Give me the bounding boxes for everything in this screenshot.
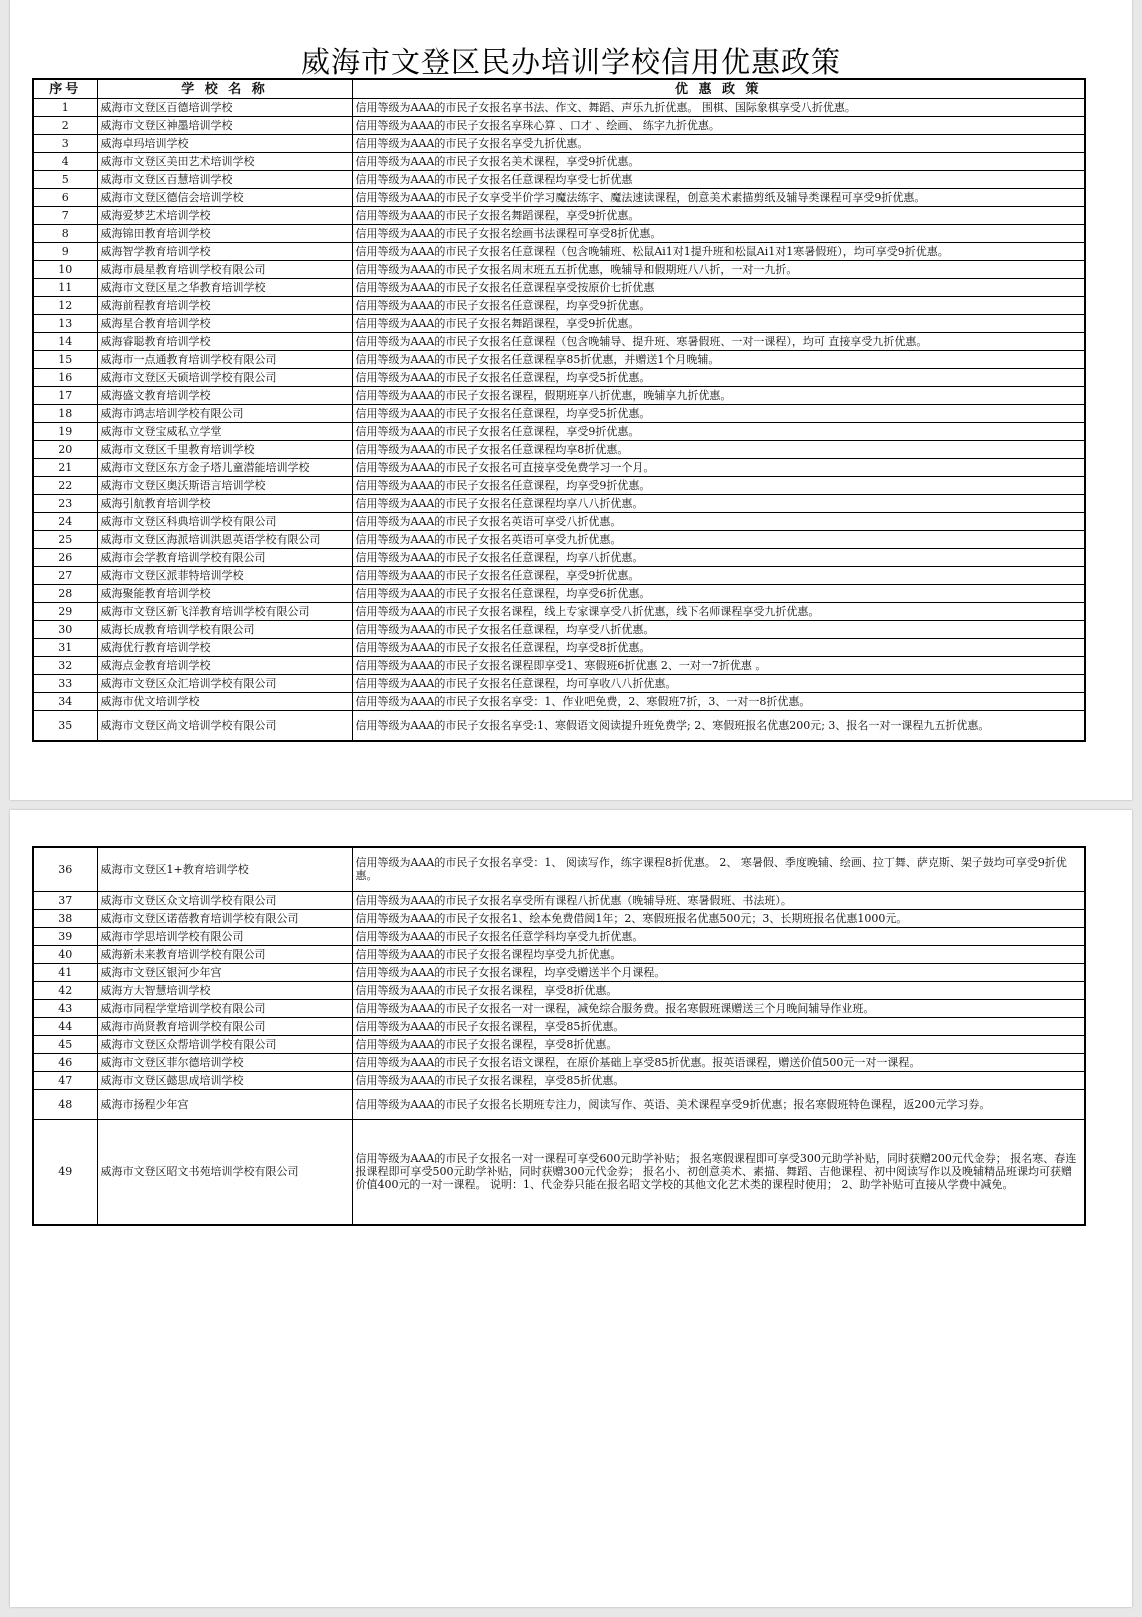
policy-text: 信用等级为AAA的市民子女享受半价学习魔法练字、魔法速读课程，创意美术素描剪纸及辅导类课程可享受9折优惠。	[352, 189, 1085, 207]
table-row	[33, 585, 1085, 603]
row-number: 34	[33, 693, 97, 711]
policy-text: 信用等级为AAA的市民子女报名享受：1、 阅读写作，练字课程8折优惠。 2、 寒暑假、季度晚辅、绘画、拉丁舞、萨克斯、架子鼓均可享受9折优惠。	[352, 847, 1085, 891]
row-number: 12	[33, 297, 97, 315]
school-name: 威海市文登区众文培训学校有限公司	[97, 891, 352, 909]
policy-text: 信用等级为AAA的市民子女报名任意课程均享八八折优惠。	[352, 495, 1085, 513]
policy-text: 信用等级为AAA的市民子女报名享受九折优惠。	[352, 135, 1085, 153]
policy-text: 信用等级为AAA的市民子女报名课程，线上专家课享受八折优惠，线下名师课程享受九折优惠。	[352, 603, 1085, 621]
row-number: 48	[33, 1089, 97, 1119]
school-name: 威海市扬程少年宫	[97, 1089, 352, 1119]
policy-text: 信用等级为AAA的市民子女报名任意课程，均享受9折优惠。	[352, 297, 1085, 315]
table-row	[33, 711, 1085, 741]
table-row	[33, 909, 1085, 927]
table-row	[33, 1053, 1085, 1071]
row-number: 44	[33, 1017, 97, 1035]
table-row	[33, 495, 1085, 513]
school-name: 威海盛文教育培训学校	[97, 387, 352, 405]
row-number: 7	[33, 207, 97, 225]
policy-text: 信用等级为AAA的市民子女报名任意学科均享受九折优惠。	[352, 927, 1085, 945]
row-number: 13	[33, 315, 97, 333]
table-row	[33, 847, 1085, 891]
table-row	[33, 963, 1085, 981]
school-name: 威海睿聪教育培训学校	[97, 333, 352, 351]
row-number: 26	[33, 549, 97, 567]
school-name: 威海市文登区昭文书苑培训学校有限公司	[97, 1119, 352, 1225]
table-row	[33, 351, 1085, 369]
school-name: 威海市文登区美田艺术培训学校	[97, 153, 352, 171]
policy-text: 信用等级为AAA的市民子女报名美术课程，享受9折优惠。	[352, 153, 1085, 171]
policy-text: 信用等级为AAA的市民子女报名课程即享受1、寒假班6折优惠 2、一对一7折优惠 。	[352, 657, 1085, 675]
school-name: 威海方大智慧培训学校	[97, 981, 352, 999]
policy-text: 信用等级为AAA的市民子女报名课程，享受8折优惠。	[352, 981, 1085, 999]
table-header-row	[33, 79, 1085, 99]
table-row	[33, 531, 1085, 549]
policy-text: 信用等级为AAA的市民子女报名任意课程（包含晚辅班、松鼠Ai1对1提升班和松鼠Ai1对1寒暑假班），均可享受9折优惠。	[352, 243, 1085, 261]
school-name: 威海市文登区懿思成培训学校	[97, 1071, 352, 1089]
school-name: 威海优行教育培训学校	[97, 639, 352, 657]
table-row	[33, 117, 1085, 135]
policy-text: 信用等级为AAA的市民子女报名一对一课程，减免综合服务费。报名寒假班课赠送三个月晚间辅导作业班。	[352, 999, 1085, 1017]
table-row	[33, 459, 1085, 477]
school-name: 威海市文登区众汇培训学校有限公司	[97, 675, 352, 693]
table-row	[33, 441, 1085, 459]
row-number: 42	[33, 981, 97, 999]
row-number: 23	[33, 495, 97, 513]
row-number: 45	[33, 1035, 97, 1053]
row-number: 22	[33, 477, 97, 495]
school-name: 威海市尚贤教育培训学校有限公司	[97, 1017, 352, 1035]
policy-text: 信用等级为AAA的市民子女报名任意课程，均享受9折优惠。	[352, 477, 1085, 495]
policy-text: 信用等级为AAA的市民子女报名一对一课程可享受600元助学补贴； 报名寒假课程即可享受300元助学补贴，同时获赠200元代金券； 报名寒、春连报课程即可享受500元助学补贴，同时获赠300元代金券； 报名小、初创意美术、素描、舞蹈、吉他课程、初中阅读写作以及晚辅精品班课均可获赠价值400元的一对一课程。 说明：1、代金券只能在报名昭文学校的其他文化艺术类的课程时使用； 2、助学补贴可直接从学费中减免。	[352, 1119, 1085, 1225]
table-row	[33, 603, 1085, 621]
table-row	[33, 315, 1085, 333]
table-row	[33, 891, 1085, 909]
row-number: 11	[33, 279, 97, 297]
school-name: 威海市同程学堂培训学校有限公司	[97, 999, 352, 1017]
row-number: 5	[33, 171, 97, 189]
school-name: 威海市文登区科典培训学校有限公司	[97, 513, 352, 531]
school-name: 威海市文登区尚文培训学校有限公司	[97, 711, 352, 741]
table-row	[33, 981, 1085, 999]
table-row	[33, 1089, 1085, 1119]
row-number: 39	[33, 927, 97, 945]
policy-text: 信用等级为AAA的市民子女报名长期班专注力，阅读写作、英语、美术课程享受9折优惠；报名寒假班特色课程，返200元学习券。	[352, 1089, 1085, 1119]
table-row	[33, 207, 1085, 225]
table-row	[33, 1119, 1085, 1225]
row-number: 10	[33, 261, 97, 279]
policy-text: 信用等级为AAA的市民子女报名语文课程，在原价基础上享受85折优惠。报英语课程，赠送价值500元一对一课程。	[352, 1053, 1085, 1071]
policy-text: 信用等级为AAA的市民子女报名任意课程，均享受八折优惠。	[352, 621, 1085, 639]
row-number: 41	[33, 963, 97, 981]
row-number: 2	[33, 117, 97, 135]
table-row	[33, 99, 1085, 117]
school-name: 威海市文登区天硕培训学校有限公司	[97, 369, 352, 387]
school-name: 威海市文登区奥沃斯语言培训学校	[97, 477, 352, 495]
table-row	[33, 567, 1085, 585]
school-name: 威海市学思培训学校有限公司	[97, 927, 352, 945]
row-number: 36	[33, 847, 97, 891]
policy-text: 信用等级为AAA的市民子女报名任意课程享受按原价七折优惠	[352, 279, 1085, 297]
row-number: 4	[33, 153, 97, 171]
school-name: 威海星合教育培训学校	[97, 315, 352, 333]
row-number: 20	[33, 441, 97, 459]
policy-text: 信用等级为AAA的市民子女报名任意课程，享受9折优惠。	[352, 423, 1085, 441]
row-number: 24	[33, 513, 97, 531]
page-title: 威海市文登区民办培训学校信用优惠政策	[300, 45, 841, 79]
row-number: 43	[33, 999, 97, 1017]
page-1	[10, 0, 1132, 800]
school-name: 威海锦田教育培训学校	[97, 225, 352, 243]
school-name: 威海卓玛培训学校	[97, 135, 352, 153]
table-row	[33, 1071, 1085, 1089]
table-row	[33, 999, 1085, 1017]
policy-text: 信用等级为AAA的市民子女报名任意课程（包含晚辅导、提升班、寒暑假班、一对一课程），均可 直接享受九折优惠。	[352, 333, 1085, 351]
table-row	[33, 693, 1085, 711]
header-name: 学 校 名 称	[97, 79, 352, 99]
table-row	[33, 225, 1085, 243]
policy-text: 信用等级为AAA的市民子女报名享珠心算 、口才 、绘画、 练字九折优惠。	[352, 117, 1085, 135]
row-number: 1	[33, 99, 97, 117]
school-name: 威海引航教育培训学校	[97, 495, 352, 513]
table-row	[33, 153, 1085, 171]
table-row	[33, 927, 1085, 945]
policy-text: 信用等级为AAA的市民子女报名可直接享受免费学习一个月。	[352, 459, 1085, 477]
row-number: 33	[33, 675, 97, 693]
school-name: 威海市文登宝威私立学堂	[97, 423, 352, 441]
school-name: 威海新未来教育培训学校有限公司	[97, 945, 352, 963]
row-number: 6	[33, 189, 97, 207]
policy-text: 信用等级为AAA的市民子女报名任意课程，均享受6折优惠。	[352, 585, 1085, 603]
row-number: 47	[33, 1071, 97, 1089]
policy-text: 信用等级为AAA的市民子女报名周末班五五折优惠，晚辅导和假期班八八折，一对一九折。	[352, 261, 1085, 279]
table-row	[33, 405, 1085, 423]
row-number: 27	[33, 567, 97, 585]
school-name: 威海市文登区众帮培训学校有限公司	[97, 1035, 352, 1053]
school-name: 威海市一点通教育培训学校有限公司	[97, 351, 352, 369]
row-number: 9	[33, 243, 97, 261]
policy-text: 信用等级为AAA的市民子女报名1、绘本免费借阅1年；2、寒假班报名优惠500元；3、长期班报名优惠1000元。	[352, 909, 1085, 927]
header-policy: 优 惠 政 策	[352, 79, 1085, 99]
school-name: 威海市文登区海派培训洪恩英语学校有限公司	[97, 531, 352, 549]
policy-text: 信用等级为AAA的市民子女报名享受：1、作业吧免费，2、寒假班7折，3、一对一8折优惠。	[352, 693, 1085, 711]
school-name: 威海市文登区神墨培训学校	[97, 117, 352, 135]
table-row	[33, 639, 1085, 657]
table-row	[33, 171, 1085, 189]
table-row	[33, 243, 1085, 261]
school-name: 威海市文登区德信会培训学校	[97, 189, 352, 207]
row-number: 31	[33, 639, 97, 657]
table-row	[33, 333, 1085, 351]
policy-text: 信用等级为AAA的市民子女报名舞蹈课程，享受9折优惠。	[352, 207, 1085, 225]
row-number: 21	[33, 459, 97, 477]
table-row	[33, 387, 1085, 405]
row-number: 25	[33, 531, 97, 549]
row-number: 3	[33, 135, 97, 153]
school-name: 威海市鸿志培训学校有限公司	[97, 405, 352, 423]
policy-text: 信用等级为AAA的市民子女报名绘画书法课程可享受8折优惠。	[352, 225, 1085, 243]
table-row	[33, 279, 1085, 297]
policy-table	[32, 78, 1086, 742]
table-row	[33, 513, 1085, 531]
school-name: 威海市优文培训学校	[97, 693, 352, 711]
row-number: 35	[33, 711, 97, 741]
row-number: 15	[33, 351, 97, 369]
table-row	[33, 1035, 1085, 1053]
row-number: 30	[33, 621, 97, 639]
table-row	[33, 261, 1085, 279]
table-row	[33, 135, 1085, 153]
table-row	[33, 297, 1085, 315]
row-number: 19	[33, 423, 97, 441]
policy-text: 信用等级为AAA的市民子女报名享书法、作文、舞蹈、声乐九折优惠。 围棋、国际象棋享受八折优惠。	[352, 99, 1085, 117]
policy-text: 信用等级为AAA的市民子女报名任意课程，均享八折优惠。	[352, 549, 1085, 567]
table-row	[33, 945, 1085, 963]
school-name: 威海市文登区新飞洋教育培训学校有限公司	[97, 603, 352, 621]
policy-text: 信用等级为AAA的市民子女报名英语可享受八折优惠。	[352, 513, 1085, 531]
policy-text: 信用等级为AAA的市民子女报名课程均享受九折优惠。	[352, 945, 1085, 963]
header-no: 序号	[33, 79, 97, 99]
school-name: 威海市文登区千里教育培训学校	[97, 441, 352, 459]
table-row	[33, 621, 1085, 639]
policy-text: 信用等级为AAA的市民子女报名课程，享受85折优惠。	[352, 1017, 1085, 1035]
policy-text: 信用等级为AAA的市民子女报名任意课程，享受9折优惠。	[352, 567, 1085, 585]
school-name: 威海聚能教育培训学校	[97, 585, 352, 603]
policy-text: 信用等级为AAA的市民子女报名享受所有课程八折优惠（晚辅导班、寒暑假班、书法班）。	[352, 891, 1085, 909]
table-row	[33, 675, 1085, 693]
school-name: 威海市文登区百慧培训学校	[97, 171, 352, 189]
table-row	[33, 1017, 1085, 1035]
row-number: 17	[33, 387, 97, 405]
policy-text: 信用等级为AAA的市民子女报名任意课程均享8折优惠。	[352, 441, 1085, 459]
row-number: 28	[33, 585, 97, 603]
policy-text: 信用等级为AAA的市民子女报名任意课程均享受七折优惠	[352, 171, 1085, 189]
school-name: 威海市文登区派菲特培训学校	[97, 567, 352, 585]
policy-text: 信用等级为AAA的市民子女报名舞蹈课程，享受9折优惠。	[352, 315, 1085, 333]
school-name: 威海市文登区百德培训学校	[97, 99, 352, 117]
policy-text: 信用等级为AAA的市民子女报名任意课程享85折优惠，并赠送1个月晚辅。	[352, 351, 1085, 369]
row-number: 37	[33, 891, 97, 909]
row-number: 29	[33, 603, 97, 621]
policy-text: 信用等级为AAA的市民子女报名任意课程，均享受8折优惠。	[352, 639, 1085, 657]
policy-text: 信用等级为AAA的市民子女报名课程，假期班享八折优惠，晚辅享九折优惠。	[352, 387, 1085, 405]
row-number: 46	[33, 1053, 97, 1071]
school-name: 威海市文登区银河少年宫	[97, 963, 352, 981]
table-row	[33, 657, 1085, 675]
school-name: 威海市会学教育培训学校有限公司	[97, 549, 352, 567]
policy-text: 信用等级为AAA的市民子女报名英语可享受九折优惠。	[352, 531, 1085, 549]
school-name: 威海市晨星教育培训学校有限公司	[97, 261, 352, 279]
school-name: 威海市文登区诺蓓教育培训学校有限公司	[97, 909, 352, 927]
policy-text: 信用等级为AAA的市民子女报名课程，享受8折优惠。	[352, 1035, 1085, 1053]
school-name: 威海市文登区星之华教育培训学校	[97, 279, 352, 297]
row-number: 16	[33, 369, 97, 387]
school-name: 威海长成教育培训学校有限公司	[97, 621, 352, 639]
policy-text: 信用等级为AAA的市民子女报名任意课程，均可享收八八折优惠。	[352, 675, 1085, 693]
school-name: 威海爱梦艺术培训学校	[97, 207, 352, 225]
school-name: 威海智学教育培训学校	[97, 243, 352, 261]
table-row	[33, 549, 1085, 567]
page-2	[10, 810, 1132, 1607]
table-row	[33, 423, 1085, 441]
policy-text: 信用等级为AAA的市民子女报名任意课程，均享受5折优惠。	[352, 405, 1085, 423]
policy-table-continued	[32, 846, 1086, 1226]
school-name: 威海前程教育培训学校	[97, 297, 352, 315]
policy-text: 信用等级为AAA的市民子女报名课程，均享受赠送半个月课程。	[352, 963, 1085, 981]
row-number: 40	[33, 945, 97, 963]
row-number: 32	[33, 657, 97, 675]
policy-text: 信用等级为AAA的市民子女报名任意课程，均享受5折优惠。	[352, 369, 1085, 387]
row-number: 8	[33, 225, 97, 243]
policy-text: 信用等级为AAA的市民子女报名享受:1、寒假语文阅读提升班免费学; 2、寒假班报名优惠200元; 3、报名一对一课程九五折优惠。	[352, 711, 1085, 741]
row-number: 18	[33, 405, 97, 423]
table-row	[33, 189, 1085, 207]
row-number: 49	[33, 1119, 97, 1225]
school-name: 威海市文登区1+教育培训学校	[97, 847, 352, 891]
school-name: 威海点金教育培训学校	[97, 657, 352, 675]
school-name: 威海市文登区东方金子塔儿童潜能培训学校	[97, 459, 352, 477]
table-row	[33, 369, 1085, 387]
table-row	[33, 477, 1085, 495]
policy-text: 信用等级为AAA的市民子女报名课程，享受85折优惠。	[352, 1071, 1085, 1089]
school-name: 威海市文登区菲尔德培训学校	[97, 1053, 352, 1071]
row-number: 14	[33, 333, 97, 351]
row-number: 38	[33, 909, 97, 927]
